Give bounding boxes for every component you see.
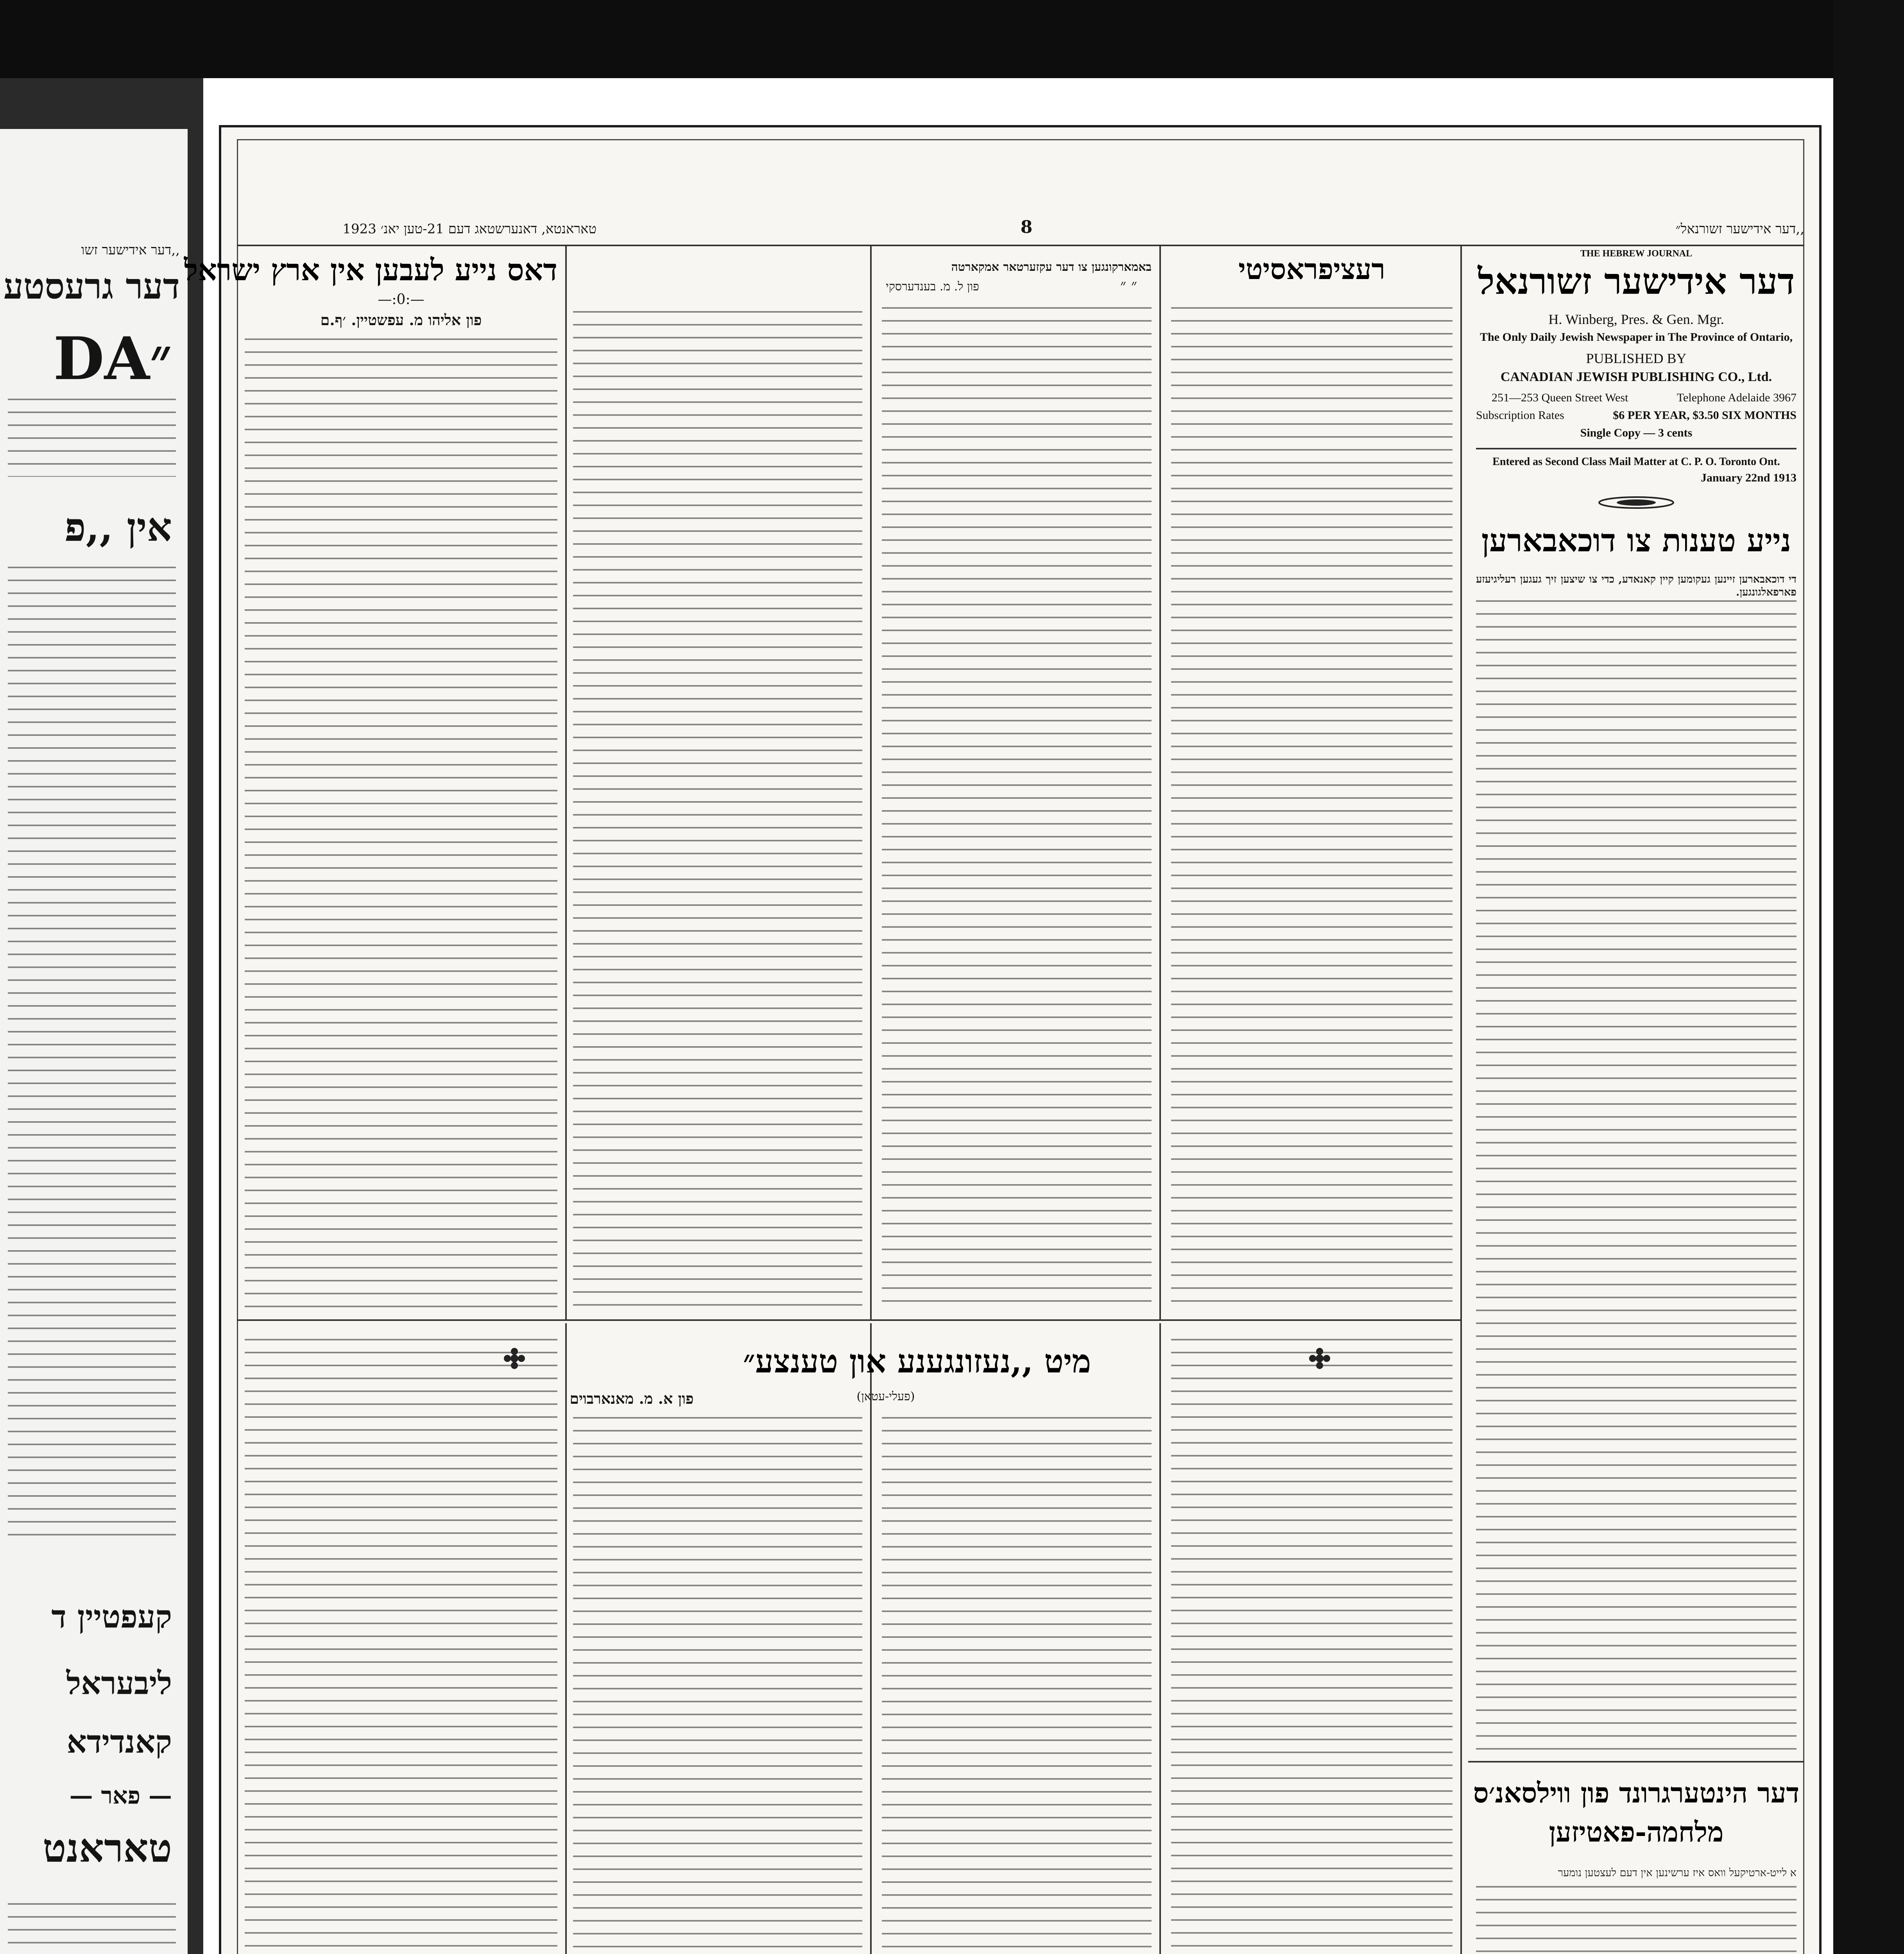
masthead-tagline: The Only Daily Jewish Newspaper in The Province of Ontario, xyxy=(1479,331,1793,344)
dukhobors-body xyxy=(1476,600,1797,1753)
notes-byline: פון א. מ. מאנארבוים xyxy=(570,1390,694,1407)
previous-page-running-head: ,,דער אידישער זשו xyxy=(81,242,180,258)
dukhobors-lead: די דוכאבארען זיינען געקומען קיין קאנאדע, כדי צו שיצען זיך געגען רעליגיעזע פארפאלגונגען. xyxy=(1476,573,1797,598)
headline-wilson-1: דער הינטערגרונד פון ווילסאנ׳ס xyxy=(1473,1777,1800,1809)
column-rule xyxy=(565,1323,567,1954)
section-rule xyxy=(237,1319,1460,1321)
masthead-single-copy: Single Copy — 3 cents xyxy=(1580,426,1693,439)
masthead-company: CANADIAN JEWISH PUBLISHING CO., Ltd. xyxy=(1500,370,1772,384)
israel-body-col-1 xyxy=(573,311,862,1308)
headline-israel: דאס נייע לעבען אין ארץ ישראל xyxy=(184,252,557,287)
previous-page-ad-line: קאנדידא xyxy=(66,1723,172,1760)
column-rule xyxy=(870,1323,872,1954)
previous-page-headline: דער גרעסטע xyxy=(3,266,180,307)
previous-page-title: DA״ xyxy=(53,324,172,393)
notes-body-col-3 xyxy=(573,1417,862,1954)
headline-dukhobors: נייע טענות צו דוכאבארען xyxy=(1481,522,1791,559)
masthead-published-by: PUBLISHED BY xyxy=(1586,351,1687,366)
masthead-rates: $6 PER YEAR, $3.50 SIX MONTHS xyxy=(1613,409,1797,422)
column-rule xyxy=(870,245,872,1319)
wilson-lead: א לייט-ארטיקעל וואס איז ערשינען אין דעם לעצטען נומער xyxy=(1558,1867,1797,1879)
masthead-rates-label: Subscription Rates xyxy=(1476,409,1564,422)
masthead-owner: H. Winberg, Pres. & Gen. Mgr. xyxy=(1548,311,1724,327)
previous-page-ad-line: קעפטיין ד xyxy=(51,1598,172,1635)
headline-notes: מיט ,,נעזונגענע און טענצע״ xyxy=(743,1343,1091,1380)
notes-body-col-1 xyxy=(1171,1339,1453,1954)
column-rule xyxy=(1159,245,1161,1319)
column-rule xyxy=(565,245,567,1319)
masthead-address: 251—253 Queen Street West xyxy=(1492,391,1628,404)
section-rule xyxy=(1468,1761,1804,1763)
wilson-body xyxy=(1476,1886,1797,1954)
notes-tag: (פעלי-עטאן) xyxy=(856,1390,915,1403)
running-head-dateline: טאראנטא, דאנערשטאג דעם 21-טען יאנ׳ 1923 xyxy=(342,221,596,237)
ornament-divider: —:0:— xyxy=(378,292,425,308)
ornament-icon xyxy=(1597,495,1675,510)
reciprocity-subhead: באמארקונגען צו דער עקזערטאר אמקארטה xyxy=(951,260,1152,274)
masthead-rule xyxy=(1476,448,1797,449)
reciprocity-body-col-2 xyxy=(882,307,1152,1308)
column-rule xyxy=(1159,1323,1161,1954)
previous-page-ad-line: ליבעראל xyxy=(66,1665,172,1702)
masthead-entered-date: January 22nd 1913 xyxy=(1700,471,1797,484)
previous-page-column xyxy=(8,1903,176,1954)
quote-mark: ״ ״ xyxy=(1120,276,1137,294)
headline-wilson-2: מלחמה-פאטיזען xyxy=(1549,1816,1724,1848)
headline-reciprocity: רעציפראסיטי xyxy=(1238,252,1385,286)
masthead-entered-line: Entered as Second Class Mail Matter at C. P. O. Toronto Ont. xyxy=(1492,456,1780,468)
newspaper-page xyxy=(184,125,1822,1954)
masthead-telephone: Telephone Adelaide 3967 xyxy=(1677,391,1797,404)
running-head-title: ,,דער אידישער זשורנאל״ xyxy=(1675,221,1804,237)
film-border-right xyxy=(1833,0,1904,1954)
reciprocity-body-col-1 xyxy=(1171,307,1453,1308)
column-rule xyxy=(1460,245,1462,1954)
previous-page-text xyxy=(8,399,176,477)
masthead-small-label: THE HEBREW JOURNAL xyxy=(1580,249,1693,259)
notes-body-col-4 xyxy=(245,1339,557,1954)
notes-body-col-2 xyxy=(882,1417,1152,1954)
previous-page-strip xyxy=(0,129,188,1954)
previous-page-ad-line: — פאר — xyxy=(69,1782,172,1809)
film-border-top xyxy=(0,0,1904,78)
masthead-title: דער אידישער זשורנאל xyxy=(1478,260,1795,302)
israel-byline: פון אליהו מ. עפשטיין. ׳ף.ם xyxy=(320,311,482,329)
previous-page-ad-line: טאראנט xyxy=(43,1825,172,1871)
previous-page-heading: אין ,,פ xyxy=(64,504,172,550)
page-number: 8 xyxy=(1020,217,1033,237)
israel-body-col-2 xyxy=(245,338,557,1308)
reciprocity-byline: פון ל. מ. בענדערסקי xyxy=(886,280,979,293)
previous-page-column xyxy=(8,567,176,1544)
